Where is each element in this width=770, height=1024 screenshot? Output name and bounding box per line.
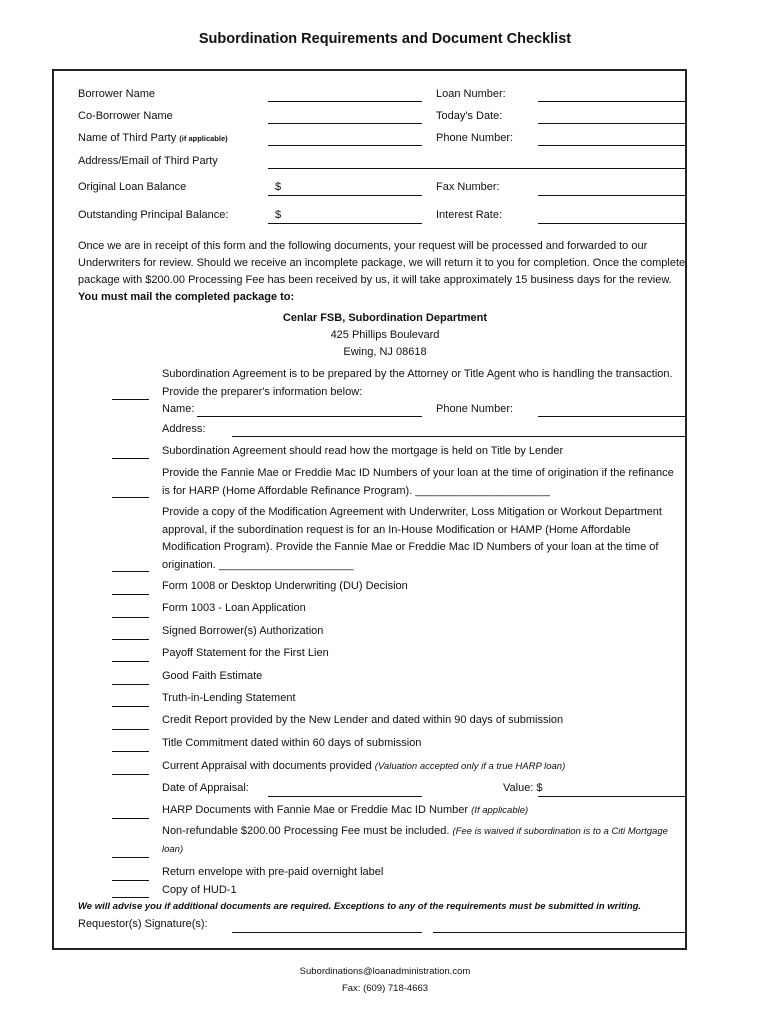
harp-docs-note: (If applicable) <box>471 805 529 816</box>
checkbox-line-harp-docs[interactable] <box>112 818 149 819</box>
phone-number-label: Phone Number: <box>436 132 514 144</box>
checkbox-line-credit[interactable] <box>112 729 149 730</box>
fee-note: (Fee is waived if subordination is to a Citi Mortgage loan) <box>162 826 668 855</box>
date-of-appraisal-field[interactable] <box>268 796 422 797</box>
til-item: Truth-in-Lending Statement <box>162 692 296 704</box>
signed-auth-item: Signed Borrower(s) Authorization <box>162 625 324 637</box>
checkbox-line-signed-auth[interactable] <box>112 639 149 640</box>
dollar-sign-1: $ <box>275 181 282 193</box>
appraisal-item <box>162 758 682 776</box>
gfe-item: Good Faith Estimate <box>162 670 263 682</box>
harp-docs-text: HARP Documents with Fannie Mae or Freddie Mac ID Number <box>162 804 472 816</box>
checkbox-line-read-how[interactable] <box>112 458 149 459</box>
checkbox-line-form-1008[interactable] <box>112 594 149 595</box>
interest-rate-field[interactable] <box>538 223 686 224</box>
checkbox-line-fannie-harp[interactable] <box>112 497 149 498</box>
fee-item <box>162 823 682 858</box>
sub-agreement-item: Subordination Agreement is to be prepared by the Attorney or Title Agent who is handling the transaction. Provide the preparer's information below: <box>162 368 673 398</box>
intro-paragraph <box>78 238 690 306</box>
co-borrower-name-field[interactable] <box>268 123 422 124</box>
address-email-third-party-field[interactable] <box>268 168 686 169</box>
payoff-item: Payoff Statement for the First Lien <box>162 647 329 659</box>
harp-docs-item <box>162 802 682 820</box>
fee-text: Non-refundable $200.00 Processing Fee must be included. <box>162 825 453 837</box>
if-applicable-note: (if applicable) <box>179 134 228 143</box>
loan-number-field[interactable] <box>538 101 686 102</box>
intro-text: Once we are in receipt of this form and the following documents, your request will be processed and forwarded to our Underwriters for review. Should we receive an incomplete package, we will return it to you for completion. Once the complete package with $200.00 Processing Fee has been received by us, it will take approximately 15 business days for the review. <box>78 240 686 286</box>
checkbox-line-form-1003[interactable] <box>112 617 149 618</box>
modification-item: Provide a copy of the Modification Agreement with Underwriter, Loss Mitigation or Workout Department approval, if the subordination request is for an In-House Modification or HAMP (Home Affordable Modification Program). Provide the Fannie Mae or Freddie Mac ID Numbers of your loan at the time of origination. ______________________ <box>162 506 662 571</box>
loan-number-label: Loan Number: <box>436 88 506 100</box>
todays-date-field[interactable] <box>538 123 686 124</box>
phone-number-field[interactable] <box>538 145 686 146</box>
read-how-item: Subordination Agreement should read how the mortgage is held on Title by Lender <box>162 445 564 457</box>
footer-fax: Fax: (609) 718-4663 <box>341 983 429 994</box>
third-party-name-label <box>78 132 228 144</box>
footer-email: Subordinations@loanadministration.com <box>299 966 471 977</box>
fax-number-label: Fax Number: <box>436 181 500 193</box>
checkbox-line-payoff[interactable] <box>112 661 149 662</box>
preparer-address-field[interactable] <box>232 436 686 437</box>
advise-note: We will advise you if additional documents are required. Exceptions to any of the requirements must be submitted in writing. <box>78 901 642 912</box>
original-loan-balance-field[interactable] <box>268 195 422 196</box>
borrower-name-label: Borrower Name <box>78 88 156 100</box>
title-commit-item: Title Commitment dated within 60 days of submission <box>162 737 422 749</box>
checkbox-line-sub-agreement[interactable] <box>112 399 149 400</box>
fax-number-field[interactable] <box>538 195 686 196</box>
date-of-appraisal-label: Date of Appraisal: <box>162 782 249 794</box>
co-borrower-name-label: Co-Borrower Name <box>78 110 173 122</box>
envelope-item: Return envelope with pre-paid overnight label <box>162 866 384 878</box>
checkbox-line-hud[interactable] <box>112 897 149 898</box>
checkbox-line-appraisal[interactable] <box>112 774 149 775</box>
appraisal-note: (Valuation accepted only if a true HARP loan) <box>374 761 566 772</box>
checkbox-line-modification[interactable] <box>112 571 149 572</box>
appraisal-value-label: Value: $ <box>503 782 543 794</box>
outstanding-principal-balance-field[interactable] <box>268 223 422 224</box>
appraisal-value-field[interactable] <box>538 796 686 797</box>
address-email-third-party-label: Address/Email of Third Party <box>78 155 218 167</box>
third-party-name-field[interactable] <box>268 145 422 146</box>
third-party-name-text: Name of Third Party <box>78 132 177 144</box>
original-loan-balance-label: Original Loan Balance <box>78 181 187 193</box>
mailing-address-city: Ewing, NJ 08618 <box>343 346 427 358</box>
interest-rate-label: Interest Rate: <box>436 209 503 221</box>
checkbox-line-envelope[interactable] <box>112 880 149 881</box>
page-title: Subordination Requirements and Document Checklist <box>198 31 572 47</box>
mailing-address-street: 425 Phillips Boulevard <box>330 329 440 341</box>
credit-item: Credit Report provided by the New Lender and dated within 90 days of submission <box>162 714 564 726</box>
mailing-address-name: Cenlar FSB, Subordination Department <box>282 312 488 324</box>
appraisal-text: Current Appraisal with documents provided <box>162 760 375 772</box>
hud-item: Copy of HUD-1 <box>162 884 237 896</box>
form-1008-item: Form 1008 or Desktop Underwriting (DU) Decision <box>162 580 408 592</box>
form-1003-item: Form 1003 - Loan Application <box>162 602 306 614</box>
signature-label: Requestor(s) Signature(s): <box>78 918 208 930</box>
checkbox-line-til[interactable] <box>112 706 149 707</box>
fannie-harp-item: Provide the Fannie Mae or Freddie Mac ID Numbers of your loan at the time of origination if the refinance is for HARP (Home Affordable Refinance Program). ______________________ <box>162 467 674 497</box>
todays-date-label: Today's Date: <box>436 110 503 122</box>
checkbox-line-title-commit[interactable] <box>112 751 149 752</box>
checkbox-line-gfe[interactable] <box>112 684 149 685</box>
preparer-phone-label: Phone Number: <box>436 403 514 415</box>
signature-field-1[interactable] <box>232 932 422 933</box>
outstanding-principal-balance-label: Outstanding Principal Balance: <box>78 209 229 221</box>
preparer-phone-field[interactable] <box>538 416 686 417</box>
signature-field-2[interactable] <box>433 932 686 933</box>
intro-bold-text: You must mail the completed package to: <box>78 291 295 303</box>
preparer-name-label: Name: <box>162 403 195 415</box>
dollar-sign-2: $ <box>275 209 282 221</box>
preparer-name-field[interactable] <box>197 416 422 417</box>
checkbox-line-fee[interactable] <box>112 857 149 858</box>
preparer-address-label: Address: <box>162 423 206 435</box>
borrower-name-field[interactable] <box>268 101 422 102</box>
